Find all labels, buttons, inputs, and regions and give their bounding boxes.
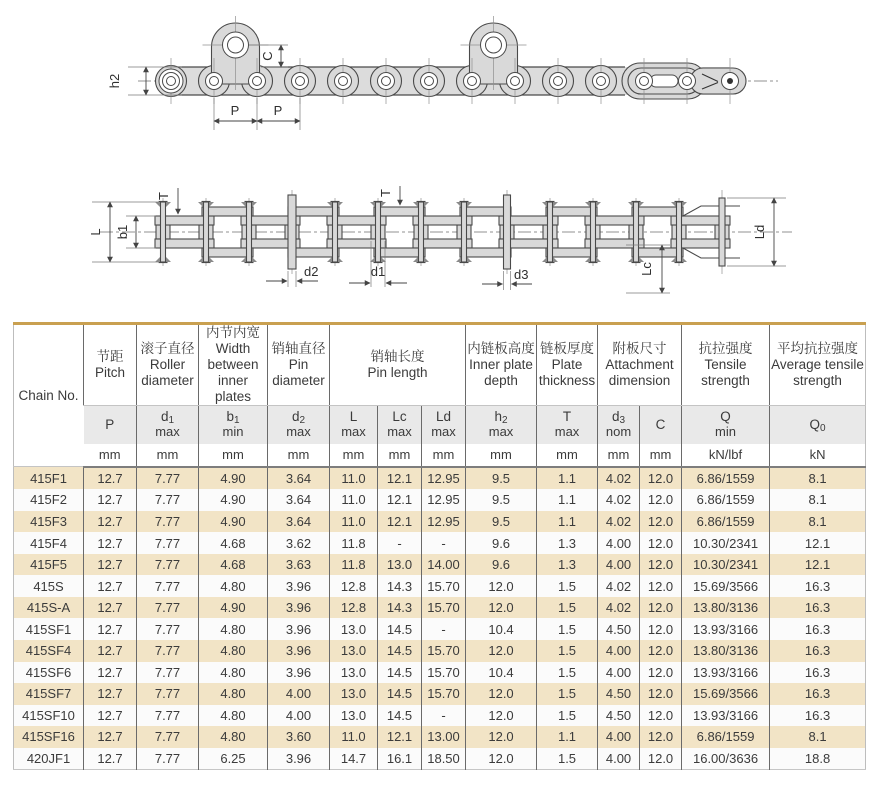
value-cell: 12.0 bbox=[640, 640, 682, 662]
value-cell: 7.77 bbox=[137, 511, 199, 533]
value-cell: 1.5 bbox=[537, 640, 598, 662]
unit-cell: kN bbox=[770, 444, 866, 467]
spec-table-body bbox=[14, 467, 866, 770]
value-cell: 12.7 bbox=[84, 640, 137, 662]
value-cell: 4.02 bbox=[598, 511, 640, 533]
value-cell: 7.77 bbox=[137, 640, 199, 662]
value-cell: 12.0 bbox=[466, 705, 537, 727]
value-cell: 12.0 bbox=[466, 640, 537, 662]
value-cell: 1.5 bbox=[537, 748, 598, 770]
value-cell: 1.5 bbox=[537, 683, 598, 705]
value-cell: 4.02 bbox=[598, 467, 640, 490]
symbol-q0: Q0 bbox=[770, 405, 866, 444]
value-cell: 12.0 bbox=[466, 726, 537, 748]
value-cell: 18.8 bbox=[770, 748, 866, 770]
value-cell: 4.68 bbox=[199, 554, 268, 576]
value-cell: 4.80 bbox=[199, 705, 268, 727]
value-cell: 12.7 bbox=[84, 662, 137, 684]
chain-no-cell: 415F1 bbox=[14, 467, 84, 490]
unit-cell: kN/lbf bbox=[682, 444, 770, 467]
value-cell: 10.4 bbox=[466, 662, 537, 684]
col-group-plate-thickness: 链板厚度 Plate thickness bbox=[537, 324, 598, 406]
chain-no-cell: 415SF1 bbox=[14, 618, 84, 640]
chain-technical-drawing bbox=[0, 0, 879, 318]
symbol-d2: d2 max bbox=[268, 405, 330, 444]
value-cell: 12.95 bbox=[422, 489, 466, 511]
value-cell: 12.0 bbox=[640, 467, 682, 490]
value-cell: 12.0 bbox=[466, 748, 537, 770]
value-cell: 9.6 bbox=[466, 554, 537, 576]
value-cell: 9.5 bbox=[466, 467, 537, 490]
value-cell: 12.95 bbox=[422, 511, 466, 533]
value-cell: 4.50 bbox=[598, 683, 640, 705]
dim-label-b1: b1 bbox=[115, 224, 130, 240]
symbol-d3: d3 nom bbox=[598, 405, 640, 444]
unit-cell: mm bbox=[598, 444, 640, 467]
value-cell: 4.80 bbox=[199, 662, 268, 684]
value-cell: 6.86/1559 bbox=[682, 726, 770, 748]
dim-label-d2: d2 bbox=[304, 264, 319, 279]
value-cell: 12.7 bbox=[84, 683, 137, 705]
value-cell: 12.0 bbox=[466, 597, 537, 619]
header-symbols-row bbox=[14, 405, 866, 444]
table-row bbox=[14, 748, 866, 770]
chain-no-cell: 415SF6 bbox=[14, 662, 84, 684]
value-cell: 12.0 bbox=[640, 618, 682, 640]
table-row bbox=[14, 705, 866, 727]
value-cell: 3.63 bbox=[268, 554, 330, 576]
value-cell: 9.5 bbox=[466, 511, 537, 533]
value-cell: 16.3 bbox=[770, 575, 866, 597]
value-cell: 16.00/3636 bbox=[682, 748, 770, 770]
value-cell: 11.8 bbox=[330, 532, 378, 554]
value-cell: 4.90 bbox=[199, 511, 268, 533]
value-cell: 1.1 bbox=[537, 467, 598, 490]
value-cell: 9.5 bbox=[466, 489, 537, 511]
value-cell: 1.1 bbox=[537, 511, 598, 533]
value-cell: 11.0 bbox=[330, 511, 378, 533]
value-cell: 14.3 bbox=[378, 597, 422, 619]
chain-no-cell: 415S bbox=[14, 575, 84, 597]
value-cell: 12.0 bbox=[640, 726, 682, 748]
value-cell: 8.1 bbox=[770, 467, 866, 490]
value-cell: 16.3 bbox=[770, 597, 866, 619]
value-cell: 8.1 bbox=[770, 726, 866, 748]
value-cell: 13.80/3136 bbox=[682, 597, 770, 619]
value-cell: 12.7 bbox=[84, 489, 137, 511]
value-cell: 3.96 bbox=[268, 575, 330, 597]
value-cell: 12.0 bbox=[640, 511, 682, 533]
value-cell: 7.77 bbox=[137, 575, 199, 597]
value-cell: 7.77 bbox=[137, 705, 199, 727]
value-cell: 4.90 bbox=[199, 467, 268, 490]
value-cell: 12.7 bbox=[84, 748, 137, 770]
value-cell: 12.0 bbox=[640, 748, 682, 770]
value-cell: 12.1 bbox=[378, 511, 422, 533]
unit-cell: mm bbox=[268, 444, 330, 467]
chain-no-cell: 415F3 bbox=[14, 511, 84, 533]
value-cell: 13.0 bbox=[330, 662, 378, 684]
symbol-t: T max bbox=[537, 405, 598, 444]
value-cell: 12.1 bbox=[378, 467, 422, 490]
value-cell: 4.50 bbox=[598, 705, 640, 727]
table-row bbox=[14, 662, 866, 684]
value-cell: 7.77 bbox=[137, 726, 199, 748]
value-cell: 1.3 bbox=[537, 554, 598, 576]
value-cell: 4.00 bbox=[598, 662, 640, 684]
header-units-row bbox=[14, 444, 866, 467]
symbol-l: L max bbox=[330, 405, 378, 444]
value-cell: 12.0 bbox=[640, 489, 682, 511]
table-row bbox=[14, 726, 866, 748]
value-cell: 11.0 bbox=[330, 726, 378, 748]
value-cell: 6.25 bbox=[199, 748, 268, 770]
table-row bbox=[14, 640, 866, 662]
dim-label-h2: h2 bbox=[107, 73, 122, 89]
value-cell: 1.1 bbox=[537, 489, 598, 511]
table-row bbox=[14, 467, 866, 490]
value-cell: 16.3 bbox=[770, 683, 866, 705]
value-cell: 12.0 bbox=[466, 683, 537, 705]
dim-label-c: C bbox=[260, 51, 275, 61]
value-cell: 13.0 bbox=[330, 683, 378, 705]
value-cell: 4.02 bbox=[598, 575, 640, 597]
dim-label-t-left: T bbox=[156, 192, 171, 200]
value-cell: 12.7 bbox=[84, 618, 137, 640]
value-cell: 4.00 bbox=[598, 726, 640, 748]
value-cell: 8.1 bbox=[770, 489, 866, 511]
value-cell: 3.64 bbox=[268, 489, 330, 511]
value-cell: 4.68 bbox=[199, 532, 268, 554]
value-cell: 7.77 bbox=[137, 554, 199, 576]
col-group-pin-diameter: 销轴直径 Pin diameter bbox=[268, 324, 330, 406]
dim-label-d1: d1 bbox=[370, 264, 386, 279]
unit-cell: mm bbox=[199, 444, 268, 467]
value-cell: 12.8 bbox=[330, 597, 378, 619]
chain-no-cell: 415F2 bbox=[14, 489, 84, 511]
value-cell: 12.1 bbox=[378, 726, 422, 748]
value-cell: 8.1 bbox=[770, 511, 866, 533]
dim-label-p-right: P bbox=[273, 103, 283, 118]
value-cell: 14.5 bbox=[378, 640, 422, 662]
value-cell: 13.93/3166 bbox=[682, 662, 770, 684]
value-cell: 12.7 bbox=[84, 467, 137, 490]
value-cell: 12.7 bbox=[84, 726, 137, 748]
value-cell: 7.77 bbox=[137, 597, 199, 619]
chain-no-cell: 415S-A bbox=[14, 597, 84, 619]
value-cell: 7.77 bbox=[137, 618, 199, 640]
symbol-h2: h2 max bbox=[466, 405, 537, 444]
value-cell: - bbox=[378, 532, 422, 554]
value-cell: 16.3 bbox=[770, 618, 866, 640]
chain-no-cell: 415SF7 bbox=[14, 683, 84, 705]
value-cell: 11.0 bbox=[330, 467, 378, 490]
value-cell: 6.86/1559 bbox=[682, 489, 770, 511]
value-cell: 4.90 bbox=[199, 489, 268, 511]
value-cell: 16.3 bbox=[770, 662, 866, 684]
col-group-pitch: 节距 Pitch bbox=[84, 324, 137, 406]
value-cell: 3.96 bbox=[268, 597, 330, 619]
value-cell: 3.64 bbox=[268, 467, 330, 490]
value-cell: 3.96 bbox=[268, 748, 330, 770]
value-cell: 15.70 bbox=[422, 683, 466, 705]
value-cell: 13.00 bbox=[422, 726, 466, 748]
value-cell: 6.86/1559 bbox=[682, 467, 770, 490]
value-cell: 15.70 bbox=[422, 662, 466, 684]
value-cell: 12.0 bbox=[640, 683, 682, 705]
chain-spec-table bbox=[13, 322, 866, 770]
value-cell: 12.7 bbox=[84, 575, 137, 597]
value-cell: 12.0 bbox=[640, 575, 682, 597]
value-cell: 10.30/2341 bbox=[682, 532, 770, 554]
value-cell: 1.1 bbox=[537, 726, 598, 748]
value-cell: 4.80 bbox=[199, 726, 268, 748]
side-view-drawing bbox=[156, 16, 747, 104]
col-group-inner-plate-depth: 内链板高度 Inner plate depth bbox=[466, 324, 537, 406]
col-group-inner-width: 内节内宽 Width between inner plates bbox=[199, 324, 268, 406]
value-cell: 3.96 bbox=[268, 640, 330, 662]
value-cell: 12.1 bbox=[378, 489, 422, 511]
value-cell: 13.0 bbox=[330, 618, 378, 640]
value-cell: 4.00 bbox=[598, 554, 640, 576]
value-cell: 14.5 bbox=[378, 618, 422, 640]
unit-cell: mm bbox=[466, 444, 537, 467]
value-cell: 15.70 bbox=[422, 640, 466, 662]
value-cell: 13.93/3166 bbox=[682, 705, 770, 727]
unit-cell: mm bbox=[137, 444, 199, 467]
table-row bbox=[14, 683, 866, 705]
chain-no-header: Chain No. bbox=[14, 324, 84, 467]
value-cell: 12.1 bbox=[770, 554, 866, 576]
table-row bbox=[14, 575, 866, 597]
value-cell: 12.7 bbox=[84, 705, 137, 727]
dim-label-lc: Lc bbox=[639, 262, 654, 276]
value-cell: 15.70 bbox=[422, 575, 466, 597]
value-cell: - bbox=[422, 532, 466, 554]
col-group-tensile-strength: 抗拉强度 Tensile strength bbox=[682, 324, 770, 406]
table-row bbox=[14, 618, 866, 640]
table-row bbox=[14, 597, 866, 619]
value-cell: 1.5 bbox=[537, 705, 598, 727]
value-cell: 12.7 bbox=[84, 554, 137, 576]
value-cell: 12.1 bbox=[770, 532, 866, 554]
value-cell: 4.80 bbox=[199, 683, 268, 705]
unit-cell: mm bbox=[330, 444, 378, 467]
chain-no-cell: 415SF16 bbox=[14, 726, 84, 748]
table-row bbox=[14, 554, 866, 576]
value-cell: 1.5 bbox=[537, 618, 598, 640]
value-cell: 12.7 bbox=[84, 597, 137, 619]
value-cell: 10.30/2341 bbox=[682, 554, 770, 576]
chain-no-cell: 415SF10 bbox=[14, 705, 84, 727]
dim-label-p-left: P bbox=[230, 103, 240, 118]
value-cell: 13.0 bbox=[378, 554, 422, 576]
unit-cell: mm bbox=[378, 444, 422, 467]
chain-no-cell: 415SF4 bbox=[14, 640, 84, 662]
value-cell: - bbox=[422, 618, 466, 640]
symbol-b1: b1 min bbox=[199, 405, 268, 444]
value-cell: 4.00 bbox=[598, 748, 640, 770]
value-cell: 4.02 bbox=[598, 489, 640, 511]
value-cell: 16.3 bbox=[770, 705, 866, 727]
unit-cell: mm bbox=[422, 444, 466, 467]
value-cell: 16.3 bbox=[770, 640, 866, 662]
symbol-q: Q min bbox=[682, 405, 770, 444]
value-cell: 4.02 bbox=[598, 597, 640, 619]
value-cell: 1.5 bbox=[537, 662, 598, 684]
value-cell: 13.0 bbox=[330, 640, 378, 662]
value-cell: 14.5 bbox=[378, 662, 422, 684]
value-cell: 14.5 bbox=[378, 705, 422, 727]
value-cell: 9.6 bbox=[466, 532, 537, 554]
symbol-lc: Lc max bbox=[378, 405, 422, 444]
col-group-pin-length: 销轴长度 Pin length bbox=[330, 324, 466, 406]
value-cell: 12.0 bbox=[640, 662, 682, 684]
value-cell: 12.95 bbox=[422, 467, 466, 490]
unit-cell: mm bbox=[84, 444, 137, 467]
value-cell: 3.64 bbox=[268, 511, 330, 533]
col-group-roller-diameter: 滚子直径 Roller diameter bbox=[137, 324, 199, 406]
symbol-p: P bbox=[84, 405, 137, 444]
value-cell: 3.60 bbox=[268, 726, 330, 748]
value-cell: 13.0 bbox=[330, 705, 378, 727]
dim-label-t-right: T bbox=[378, 189, 393, 197]
value-cell: 7.77 bbox=[137, 683, 199, 705]
value-cell: 15.70 bbox=[422, 597, 466, 619]
value-cell: 11.8 bbox=[330, 554, 378, 576]
value-cell: 12.8 bbox=[330, 575, 378, 597]
value-cell: 7.77 bbox=[137, 467, 199, 490]
value-cell: 13.80/3136 bbox=[682, 640, 770, 662]
value-cell: 12.7 bbox=[84, 532, 137, 554]
value-cell: 12.0 bbox=[640, 532, 682, 554]
value-cell: 12.0 bbox=[640, 597, 682, 619]
value-cell: 1.3 bbox=[537, 532, 598, 554]
unit-cell: mm bbox=[640, 444, 682, 467]
value-cell: 6.86/1559 bbox=[682, 511, 770, 533]
unit-cell: mm bbox=[537, 444, 598, 467]
symbol-ld: Ld max bbox=[422, 405, 466, 444]
col-group-average-tensile-strength: 平均抗拉强度 Average tensile strength bbox=[770, 324, 866, 406]
value-cell: 4.50 bbox=[598, 618, 640, 640]
value-cell: 7.77 bbox=[137, 532, 199, 554]
value-cell: 3.96 bbox=[268, 618, 330, 640]
value-cell: 13.93/3166 bbox=[682, 618, 770, 640]
value-cell: 14.00 bbox=[422, 554, 466, 576]
value-cell: 4.80 bbox=[199, 618, 268, 640]
symbol-c: C bbox=[640, 405, 682, 444]
value-cell: - bbox=[422, 705, 466, 727]
symbol-d1: d1 max bbox=[137, 405, 199, 444]
value-cell: 12.0 bbox=[640, 705, 682, 727]
value-cell: 3.96 bbox=[268, 662, 330, 684]
chain-no-cell: 415F4 bbox=[14, 532, 84, 554]
dim-label-l: L bbox=[88, 228, 103, 236]
value-cell: 7.77 bbox=[137, 489, 199, 511]
header-names-row bbox=[14, 324, 866, 406]
value-cell: 7.77 bbox=[137, 662, 199, 684]
value-cell: 15.69/3566 bbox=[682, 683, 770, 705]
value-cell: 12.7 bbox=[84, 511, 137, 533]
value-cell: 15.69/3566 bbox=[682, 575, 770, 597]
value-cell: 3.62 bbox=[268, 532, 330, 554]
value-cell: 4.80 bbox=[199, 575, 268, 597]
table-row bbox=[14, 489, 866, 511]
value-cell: 4.00 bbox=[598, 640, 640, 662]
value-cell: 1.5 bbox=[537, 597, 598, 619]
chain-no-cell: 415F5 bbox=[14, 554, 84, 576]
col-group-attachment-dimension: 附板尺寸 Attachment dimension bbox=[598, 324, 682, 406]
value-cell: 14.3 bbox=[378, 575, 422, 597]
value-cell: 12.0 bbox=[466, 575, 537, 597]
value-cell: 14.5 bbox=[378, 683, 422, 705]
table-row bbox=[14, 511, 866, 533]
value-cell: 10.4 bbox=[466, 618, 537, 640]
value-cell: 4.00 bbox=[268, 683, 330, 705]
value-cell: 4.80 bbox=[199, 640, 268, 662]
value-cell: 1.5 bbox=[537, 575, 598, 597]
value-cell: 4.00 bbox=[598, 532, 640, 554]
value-cell: 7.77 bbox=[137, 748, 199, 770]
value-cell: 4.90 bbox=[199, 597, 268, 619]
table-row bbox=[14, 532, 866, 554]
value-cell: 11.0 bbox=[330, 489, 378, 511]
value-cell: 4.00 bbox=[268, 705, 330, 727]
dim-label-ld: Ld bbox=[752, 224, 767, 240]
value-cell: 14.7 bbox=[330, 748, 378, 770]
value-cell: 16.1 bbox=[378, 748, 422, 770]
chain-no-cell: 420JF1 bbox=[14, 748, 84, 770]
dim-label-d3: d3 bbox=[514, 267, 529, 282]
value-cell: 18.50 bbox=[422, 748, 466, 770]
value-cell: 12.0 bbox=[640, 554, 682, 576]
